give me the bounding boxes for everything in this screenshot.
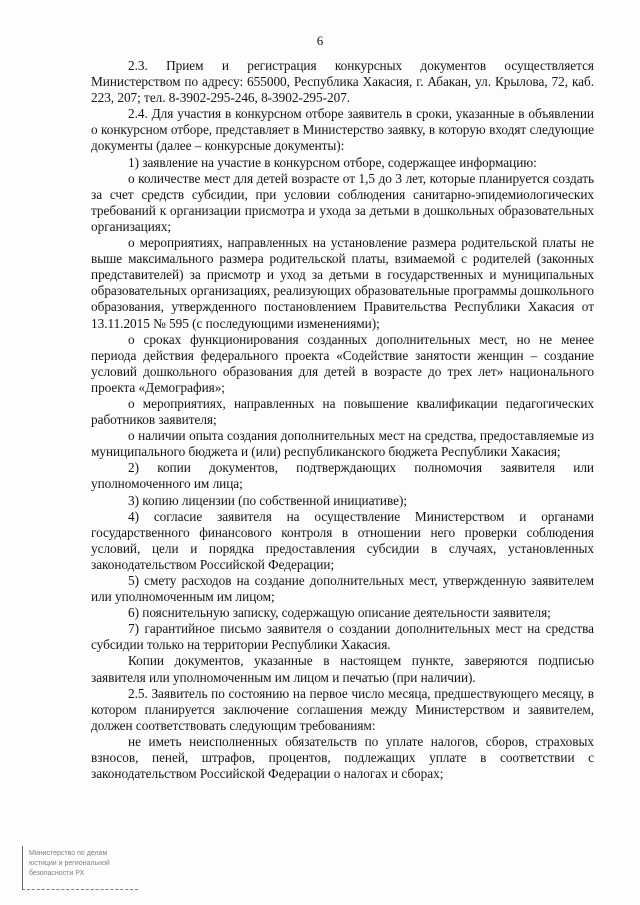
list-item-1: 1) заявление на участие в конкурсном отборе, содержащее информацию: bbox=[128, 154, 537, 170]
registration-stamp bbox=[22, 846, 138, 890]
list-item-3: 3) копию лицензии (по собственной инициативе); bbox=[128, 492, 407, 508]
list-item-2: 2) копии документов, подтверждающих полномочия заявителя или уполномоченного им лица; bbox=[91, 460, 594, 492]
paragraph-2-3: 2.3. Прием и регистрация конкурсных документов осуществляется Министерством по адресу: 655000, Республика Хакасия, г. Абакан, ул. Крылова, 72, каб. 223, 207; тел. 8-3902-295-246, 8-3902-295-207. bbox=[91, 58, 594, 106]
copies-paragraph: Копии документов, указанные в настоящем пункте, заверяются подписью заявителя или уполномоченным им лицом и печатью (при наличии). bbox=[91, 653, 594, 685]
list-item-4: 4) согласие заявителя на осуществление Министерством и органами государственного финансового контроля в отношении него проверки соблюдения условий, цели и порядка предоставления субсидии в случаях, установленных законодательством Российской Федерации; bbox=[91, 508, 594, 572]
info-item-terms: о сроках функционирования созданных дополнительных мест, но не менее периода действия федерального проекта «Содействие занятости женщин – создание условий дошкольного образования для детей в возрасте до трех лет» национального проекта «Демография»; bbox=[91, 331, 594, 395]
requirement-taxes: не иметь неисполненных обязательств по уплате налогов, сборов, страховых взносов, пеней, штрафов, процентов, подлежащих уплате в соответствии с законодательством Российской Федерации о налогах и сборах; bbox=[91, 733, 594, 782]
list-item-6: 6) пояснительную записку, содержащую описание деятельности заявителя; bbox=[128, 605, 551, 621]
info-item-places: о количестве мест для детей возрасте от 1,5 до 3 лет, которые планируется создать за счет средств субсидии, при условии соблюдения санитарно-эпидемиологических требований к организации присмотра и ухода за детьми в дошкольных образовательных организациях; bbox=[91, 170, 594, 234]
paragraph-2-5: 2.5. Заявитель по состоянию на первое число месяца, предшествующего месяцу, в котором планируется заключение соглашения между Министерством и заявителем, должен соответствовать следующим требованиям: bbox=[91, 685, 594, 733]
list-item-5: 5) смету расходов на создание дополнительных мест, утвержденную заявителем или уполномоченным им лицом; bbox=[91, 573, 594, 605]
info-item-qualification: о мероприятиях, направленных на повышение квалификации педагогических работников заявителя; bbox=[91, 395, 594, 428]
list-item-7: 7) гарантийное письмо заявителя о создании дополнительных мест на средства субсидии только на территории Республики Хакасия. bbox=[91, 621, 594, 653]
stamp-line: Министерство по делам bbox=[29, 850, 108, 857]
document-body bbox=[91, 58, 594, 782]
info-item-fee: о мероприятиях, направленных на установление размера родительской платы не выше максимального размера родительской платы, взимаемой с родителей (законных представителей) за присмотр и уход за детьми в государственных и муниципальных образовательных организациях, реализующих образовательные программы дошкольного образования, утвержденного постановлением Правительства Республики Хакасия от 13.11.2015 № 595 (с последующими изменениями); bbox=[91, 235, 594, 331]
stamp-line: безопасности РХ bbox=[29, 870, 85, 877]
paragraph-2-4: 2.4. Для участия в конкурсном отборе заявитель в сроки, указанные в объявлении о конкурсном отборе, представляет в Министерство заявку, в которую входят следующие документы (далее – конкурсные документы): bbox=[91, 106, 594, 154]
page-number: 6 bbox=[316, 33, 324, 48]
stamp-line: юстиции и региональной bbox=[29, 860, 110, 867]
info-item-experience: о наличии опыта создания дополнительных мест на средства, предоставляемые из муниципального бюджета и (или) республиканского бюджета Республики Хакасия; bbox=[91, 428, 594, 460]
